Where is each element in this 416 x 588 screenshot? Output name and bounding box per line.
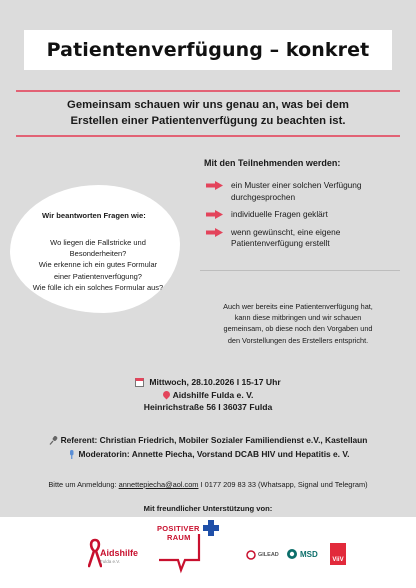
msd-mark-icon [286,548,298,560]
location-pin-icon [161,390,171,400]
gilead-mark-icon [246,550,256,560]
divider-top [16,90,400,92]
event-datetime: Mittwoch, 28.10.2026 I 15-17 Uhr [149,377,281,387]
question-line: einer Patientenverfügung? [54,271,142,281]
questions-heading: Wir beantworten Fragen wie: [42,211,146,220]
participants-heading: Mit den Teilnehmenden werden: [204,158,341,168]
note-line: kann diese mitbringen und wir schauen [234,313,362,323]
speech-bubble-plus-icon [155,520,245,580]
arrow-right-icon [206,210,223,219]
signup-suffix: I 0177 209 83 33 (Whatsapp, Signal und Telegram) [198,480,368,489]
intro-line-2: Erstellen einer Patientenverfügung zu beachten ist. [70,115,346,127]
arrow-right-icon [206,228,223,237]
positiver-raum-line2: RAUM [167,533,191,542]
aidshilfe-logo [88,534,148,570]
positiver-raum-logo [155,520,245,580]
participant-item-line1: wenn gewünscht, eine eigene [231,226,341,237]
referent-text: Referent: Christian Friedrich, Mobiler Sozialer Familiendienst e.V., Kastellaun [60,435,368,445]
event-place: Aidshilfe Fulda e. V. [172,389,254,400]
aidshilfe-logo-subtext: Fulda e.V. [100,559,121,564]
question-line: Wie erkenne ich ein gutes Formular [38,260,158,270]
signup-text [10,480,406,489]
microphone-icon [67,450,76,459]
question-line: Wie fülle ich ein solches Formular aus? [32,282,164,292]
positiver-raum-line1: POSITIVER [157,524,200,533]
participant-item-line1: individuelle Fragen geklärt [231,209,328,219]
support-heading: Mit freundlicher Unterstützung von: [143,504,273,513]
list-item [206,227,406,250]
divider-right [200,270,400,271]
list-item [206,209,406,221]
aidshilfe-logo-text: Aidshilfe [100,548,139,558]
note-text [196,301,400,346]
event-info [100,376,316,414]
msd-logo [286,548,318,560]
viiv-logo-text: ViiV [332,557,344,563]
speakers-info [20,433,396,461]
participant-item-line2: Patientenverfügung erstellt [231,238,330,248]
event-address: Heinrichstraße 56 I 36037 Fulda [143,402,273,412]
gilead-logo-text: GILEAD [258,552,279,558]
participant-item-line1: ein Muster einer solchen Verfügung [231,180,362,190]
gilead-logo [246,550,279,560]
page-title: Patientenverfügung – konkret [46,39,370,61]
msd-logo-text: MSD [300,549,318,559]
participant-item-line2: durchgesprochen [231,191,296,202]
title-banner [24,30,392,70]
intro-text [20,97,396,129]
participants-list [206,180,406,256]
questions-text [18,237,178,293]
signup-email-link[interactable]: annettepiecha@aol.com [118,480,199,489]
question-line: Wo liegen die Fallstricke und [50,238,146,247]
arrow-right-icon [206,181,223,190]
signup-prefix: Bitte um Anmeldung: [48,480,119,489]
moderator-text: Moderatorin: Annette Piecha, Vorstand DCAB HIV und Hepatitis e. V. [78,449,350,459]
calendar-icon [135,378,144,387]
microphone-icon [49,436,58,445]
note-line: Auch wer bereits eine Patientenverfügung hat, [223,302,373,311]
question-line: Besonderheiten? [69,249,127,259]
note-line: gemeinsam, ob diese noch den Vorgaben und [223,324,373,334]
sponsor-logos [0,517,416,588]
note-line: den Vorstellungen des Erstellers entspricht. [227,335,369,345]
list-item [206,180,406,203]
intro-line-1: Gemeinsam schauen wir uns genau an, was bei dem [67,99,349,111]
divider-bottom [16,135,400,137]
viiv-logo [330,543,346,565]
